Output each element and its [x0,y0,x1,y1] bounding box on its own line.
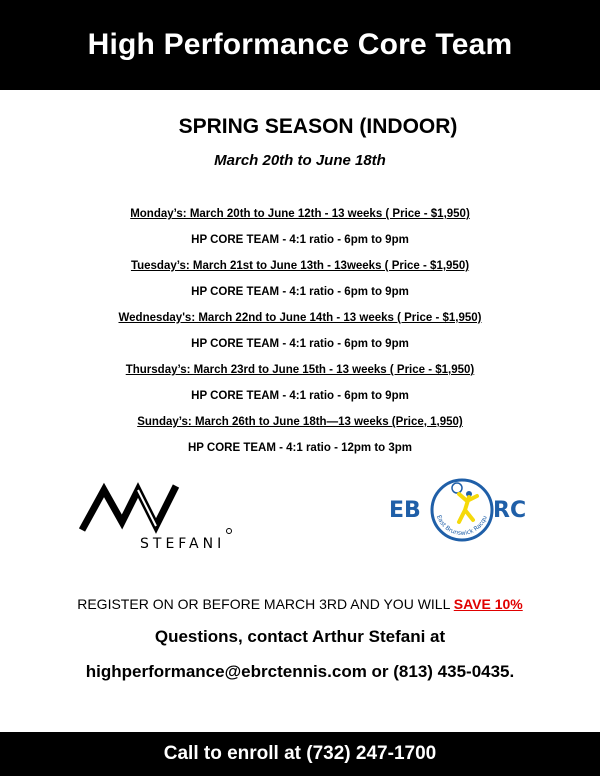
stefani-mv-logo-icon [78,478,238,553]
questions-text: Questions, contact Arthur Stefani at [154,627,446,646]
ebrc-logo [385,470,540,550]
stefani-logo-text: STEFANI [140,536,226,552]
schedule-team-wednesday: HP CORE TEAM - 4:1 ratio - 6pm to 9pm [191,338,409,350]
season-title: SPRING SEASON (INDOOR) [178,115,458,138]
schedule-list [0,206,600,466]
schedule-team-tuesday: HP CORE TEAM - 4:1 ratio - 6pm to 9pm [191,286,409,298]
ebrc-logo-right: RC [493,498,527,523]
register-notice [0,596,600,612]
schedule-day-wednesday: Wednesday's: March 22nd to June 14th - 13 weeks ( Price - $1,950) [118,312,482,324]
page-title: High Performance Core Team [87,28,513,61]
schedule-team-monday: HP CORE TEAM - 4:1 ratio - 6pm to 9pm [191,234,409,246]
schedule-day-thursday: Thursday’s: March 23rd to June 15th - 13 weeks ( Price - $1,950) [125,364,475,376]
ebrc-logo-icon [385,470,540,550]
season-dates: March 20th to June 18th [214,152,386,169]
ebrc-tagline: East Brunswick Racqu [435,514,489,537]
header-bar [0,0,600,90]
enroll-phone: Call to enroll at (732) 247-1700 [163,743,437,764]
save-discount: SAVE 10% [453,596,523,612]
ebrc-logo-left: EB [389,498,421,523]
schedule-day-sunday: Sunday’s: March 26th to June 18th—13 weeks (Price, 1,950) [137,416,463,428]
schedule-day-tuesday: Tuesday’s: March 21st to June 13th - 13weeks ( Price - $1,950) [130,260,470,272]
footer-bar [0,732,600,776]
stefani-logo [78,478,238,553]
schedule-day-monday: Monday’s: March 20th to June 12th - 13 weeks ( Price - $1,950) [130,208,470,220]
register-text: REGISTER ON OR BEFORE MARCH 3RD AND YOU WILL [77,596,454,612]
schedule-team-sunday: HP CORE TEAM - 4:1 ratio - 12pm to 3pm [187,442,413,454]
contact-info: highperformance@ebrctennis.com or (813) 435-0435. [85,662,515,681]
schedule-team-thursday: HP CORE TEAM - 4:1 ratio - 6pm to 9pm [191,390,409,402]
